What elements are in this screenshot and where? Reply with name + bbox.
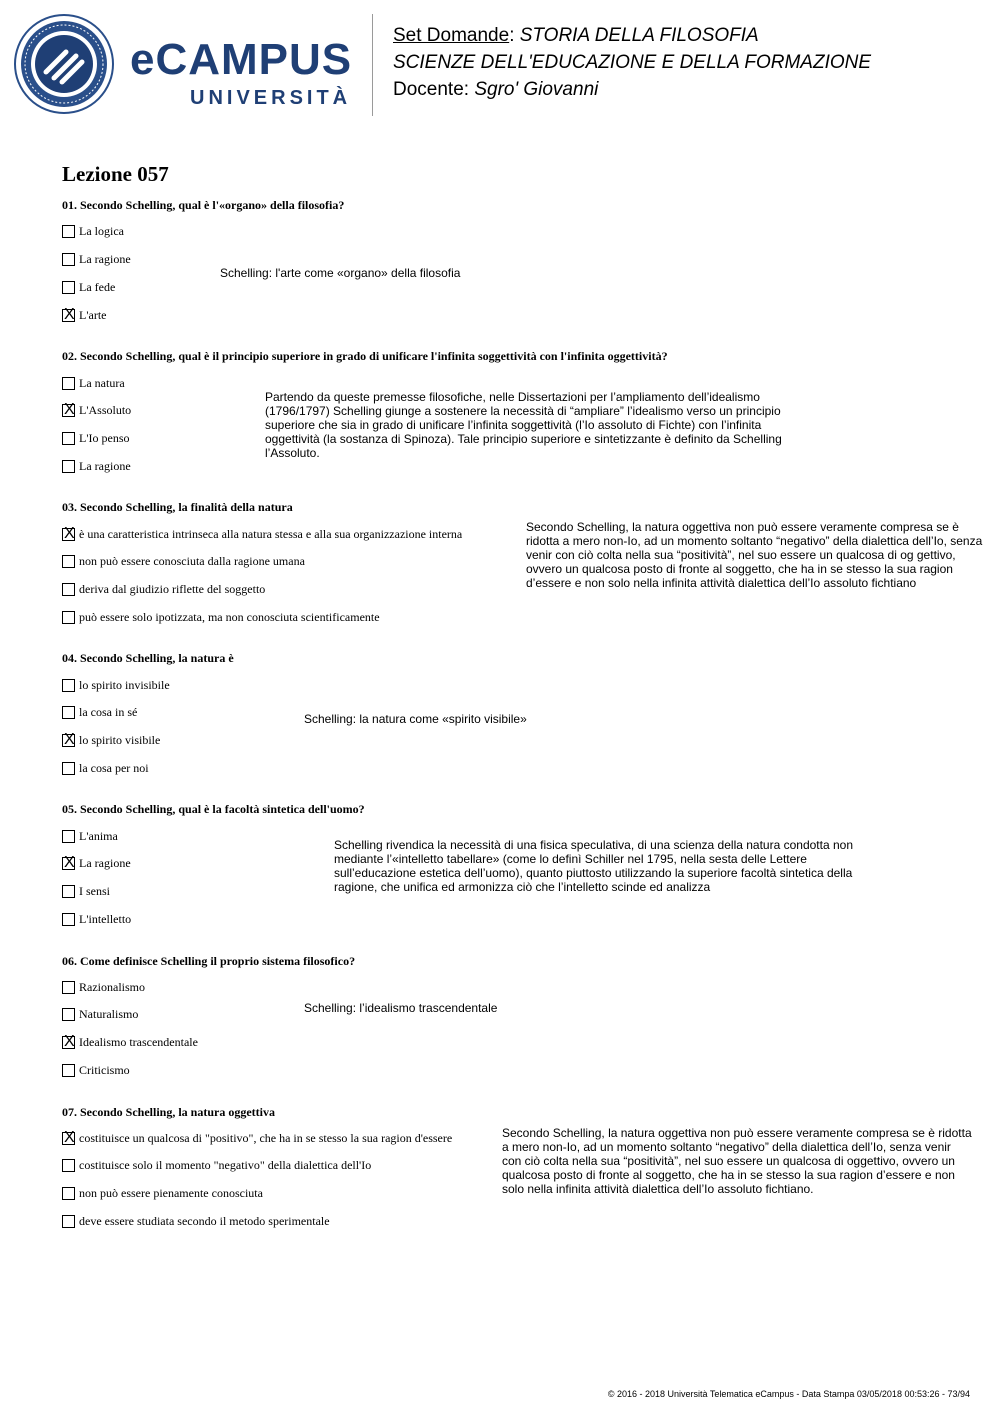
option[interactable] <box>62 552 305 570</box>
option-checked[interactable] <box>62 306 106 324</box>
option-label: La natura <box>79 376 125 390</box>
option-label: Idealismo trascendentale <box>79 1035 198 1049</box>
question-title: 02. Secondo Schelling, qual è il principio superiore in grado di unificare l'infinita soggettività con l'infinita oggettività? <box>62 349 668 363</box>
check-mark-icon: X <box>64 1128 75 1146</box>
checkbox[interactable] <box>62 706 75 719</box>
option[interactable] <box>62 429 129 447</box>
option-label: L'Io penso <box>79 431 130 445</box>
checkbox[interactable] <box>62 555 75 568</box>
option-checked[interactable] <box>62 525 462 543</box>
checkbox[interactable] <box>62 377 75 390</box>
check-mark-icon: X <box>64 400 75 418</box>
option-label: non può essere pienamente conosciuta <box>79 1186 263 1200</box>
checkbox[interactable] <box>62 400 75 418</box>
logo-wordmark: eCAMPUS <box>130 35 353 84</box>
answer-note: Secondo Schelling, la natura oggettiva non può essere veramente compresa se è ridotta a mero non-Io, ad un momento soltanto “negativo” della dialettica dell’Io, senza venir con ciò colta nella sua “positività”, nel suo essere un qualcosa di og gettivo, ovvero un qualcosa posto di fronte al soggetto, che ha in se stesso la sua ragion d’essere e non solo nella infinita attività dialettica dell’Io assoluto fichtiano <box>526 520 983 590</box>
checkbox[interactable] <box>62 981 75 994</box>
option[interactable] <box>62 882 110 900</box>
option-label: è una caratteristica intrinseca alla natura stessa e alla sua organizzazione interna <box>79 527 463 541</box>
option[interactable] <box>62 703 137 721</box>
question-title: 03. Secondo Schelling, la finalità della natura <box>62 500 293 514</box>
check-mark-icon: X <box>64 305 75 323</box>
option-label: La fede <box>79 280 116 294</box>
checkbox[interactable] <box>62 1008 75 1021</box>
option[interactable] <box>62 374 125 392</box>
check-mark-icon: X <box>64 853 75 871</box>
logo-subtitle: UNIVERSITÀ <box>190 87 352 109</box>
answer-note: Schelling: la natura come «spirito visibile» <box>304 712 527 726</box>
header-divider <box>372 14 373 116</box>
option-label: L'arte <box>79 308 107 322</box>
check-mark-icon: X <box>64 730 75 748</box>
option[interactable] <box>62 978 145 996</box>
option[interactable] <box>62 827 118 845</box>
checkbox[interactable] <box>62 853 75 871</box>
checkbox[interactable] <box>62 524 75 542</box>
option-label: lo spirito visibile <box>79 733 161 747</box>
teacher-name: Sgro' Giovanni <box>474 79 599 100</box>
page-footer: © 2016 - 2018 Università Telematica eCampus - Data Stampa 03/05/2018 00:53:26 - 73/94 <box>607 1389 970 1399</box>
option-label: lo spirito invisibile <box>79 678 170 692</box>
question-02 <box>62 349 982 473</box>
option-label: L'intelletto <box>79 912 132 926</box>
answer-note: Secondo Schelling, la natura oggettiva non può essere veramente compresa se è ridotta a mero non-Io, ad un momento soltanto “negativo” della dialettica dell’Io, senza venir con ciò colta nella sua “positività”, nel suo essere un qualcosa di oggettivo, ovvero un qualcosa posto di fronte al soggetto, che ha in se stesso la sua ragion d’essere e non solo nella infinita attività dialettica dell’Io assoluto fichtiano. <box>502 1126 972 1196</box>
checkbox[interactable] <box>62 611 75 624</box>
option[interactable] <box>62 676 170 694</box>
option[interactable] <box>62 910 131 928</box>
option-label: costituisce solo il momento "negativo" della dialettica dell'Io <box>79 1158 372 1172</box>
option-label: costituisce un qualcosa di "positivo", che ha in se stesso la sua ragion d'essere <box>79 1131 453 1145</box>
option[interactable] <box>62 457 131 475</box>
ecampus-logo-icon <box>14 14 114 114</box>
option-label: La ragione <box>79 459 131 473</box>
checkbox[interactable] <box>62 460 75 473</box>
option-label: I sensi <box>79 884 110 898</box>
option[interactable] <box>62 1156 371 1174</box>
option-checked[interactable] <box>62 731 160 749</box>
option-checked[interactable] <box>62 1129 452 1147</box>
question-03 <box>62 500 983 624</box>
check-mark-icon: X <box>64 524 75 542</box>
check-mark-icon: X <box>64 1032 75 1050</box>
option[interactable] <box>62 222 124 240</box>
teacher-label: Docente: <box>393 79 470 100</box>
checkbox[interactable] <box>62 885 75 898</box>
checkbox[interactable] <box>62 225 75 238</box>
answer-note: Schelling: l'arte come «organo» della filosofia <box>220 266 461 280</box>
answer-note: Schelling rivendica la necessità di una fisica speculativa, di una scienza della natura condotta non mediante l’«intelletto tabellare» (come lo definì Schiller nel 1795, nella sesta delle Lettere sull’educazione estetica dell’uomo), quanto piuttosto utilizzando la superiore facoltà sintetica della ragione, che unifica ed armonizza ciò che l’intelletto scinde ed analizza <box>334 838 853 894</box>
option-label: L'Assoluto <box>79 403 132 417</box>
page-header <box>0 0 1000 125</box>
checkbox[interactable] <box>62 583 75 596</box>
checkbox[interactable] <box>62 762 75 775</box>
question-title: 07. Secondo Schelling, la natura oggettiva <box>62 1105 276 1119</box>
answer-note: Partendo da queste premesse filosofiche, nelle Dissertazioni per l’ampliamento dell’idealismo (1796/1797) Schelling giunge a sostenere la necessità di “ampliare” l’idealismo verso un principio superiore che sia in grado di unificare l’infinita soggettività (l’Io assoluto di Fichte) con l’infinita oggettività (la sostanza di Spinoza). Tale principio superiore e sintetizzante è definito da Schelling l’Assoluto. <box>265 390 782 460</box>
option-checked[interactable] <box>62 401 131 419</box>
option[interactable] <box>62 250 131 268</box>
option-label: può essere solo ipotizzata, ma non conosciuta scientificamente <box>79 610 380 624</box>
option-label: la cosa in sé <box>79 705 138 719</box>
question-01 <box>62 198 982 323</box>
checkbox[interactable] <box>62 281 75 294</box>
checkbox[interactable] <box>62 1032 75 1050</box>
question-title: 01. Secondo Schelling, qual è l'«organo» della filosofia? <box>62 198 345 212</box>
option-label: La ragione <box>79 252 131 266</box>
option-label: L'anima <box>79 829 118 843</box>
course-info: Set Domande: STORIA DELLA FILOSOFIA SCIENZE DELL'EDUCAZIONE E DELLA FORMAZIONE Docente: Sgro' Giovanni <box>393 25 872 100</box>
checkbox[interactable] <box>62 1128 75 1146</box>
option-label: Criticismo <box>79 1063 130 1077</box>
question-07 <box>62 1105 982 1228</box>
question-title: 04. Secondo Schelling, la natura è <box>62 651 234 665</box>
option[interactable] <box>62 1184 263 1202</box>
checkbox[interactable] <box>62 830 75 843</box>
option[interactable] <box>62 1212 330 1230</box>
option-label: La logica <box>79 224 124 238</box>
checkbox[interactable] <box>62 253 75 266</box>
option[interactable] <box>62 1005 138 1023</box>
option[interactable] <box>62 759 149 777</box>
checkbox[interactable] <box>62 432 75 445</box>
question-06 <box>62 954 982 1077</box>
checkbox[interactable] <box>62 305 75 323</box>
option-label: Razionalismo <box>79 980 145 994</box>
option[interactable] <box>62 1061 130 1079</box>
option[interactable] <box>62 278 115 296</box>
checkbox[interactable] <box>62 1215 75 1228</box>
lesson-title: Lezione 057 <box>62 162 169 186</box>
option-checked[interactable] <box>62 1033 198 1051</box>
question-04 <box>62 651 982 775</box>
option-label: non può essere conosciuta dalla ragione umana <box>79 554 305 568</box>
option-label: deve essere studiata secondo il metodo sperimentale <box>79 1214 330 1228</box>
option-label: deriva dal giudizio riflette del soggetto <box>79 582 266 596</box>
option-label: La ragione <box>79 856 131 870</box>
answer-note: Schelling: l’idealismo trascendentale <box>304 1001 498 1015</box>
checkbox[interactable] <box>62 1159 75 1172</box>
checkbox[interactable] <box>62 679 75 692</box>
checkbox[interactable] <box>62 913 75 926</box>
checkbox[interactable] <box>62 1064 75 1077</box>
program-name: SCIENZE DELL'EDUCAZIONE E DELLA FORMAZIONE <box>393 52 872 73</box>
question-title: 05. Secondo Schelling, qual è la facoltà sintetica dell'uomo? <box>62 802 365 816</box>
option-checked[interactable] <box>62 854 131 872</box>
option[interactable] <box>62 608 380 626</box>
question-05 <box>62 802 982 926</box>
option-label: la cosa per noi <box>79 761 149 775</box>
set-label: Set Domande <box>393 25 510 46</box>
course-name: STORIA DELLA FILOSOFIA <box>519 25 759 46</box>
question-title: 06. Come definisce Schelling il proprio sistema filosofico? <box>62 954 356 968</box>
option-label: Naturalismo <box>79 1007 139 1021</box>
option[interactable] <box>62 580 265 598</box>
checkbox[interactable] <box>62 1187 75 1200</box>
checkbox[interactable] <box>62 730 75 748</box>
